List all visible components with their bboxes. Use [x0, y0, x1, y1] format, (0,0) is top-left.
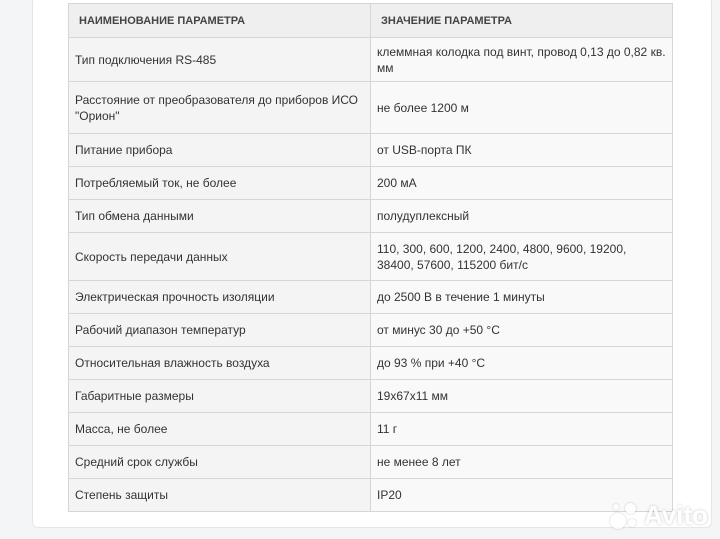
- row-value: полудуплексный: [371, 200, 673, 233]
- table-row: [69, 38, 673, 82]
- table-row: [69, 134, 673, 167]
- row-value: клеммная колодка под винт, провод 0,13 до 0,82 кв. мм: [371, 38, 673, 82]
- row-value: 200 мА: [371, 167, 673, 200]
- row-name: Габаритные размеры: [69, 380, 371, 413]
- table-row: [69, 314, 673, 347]
- row-name: Масса, не более: [69, 413, 371, 446]
- specs-table: [68, 3, 673, 512]
- row-name: Питание прибора: [69, 134, 371, 167]
- row-value: от USB-порта ПК: [371, 134, 673, 167]
- header-parameter-value: ЗНАЧЕНИЕ ПАРАМЕТРА: [371, 4, 673, 38]
- row-name: Расстояние от преобразователя до приборов ИСО "Орион": [69, 82, 371, 134]
- row-name: Электрическая прочность изоляции: [69, 281, 371, 314]
- table-row: [69, 200, 673, 233]
- row-value: не менее 8 лет: [371, 446, 673, 479]
- row-value: IP20: [371, 479, 673, 512]
- table-row: [69, 347, 673, 380]
- row-name: Скорость передачи данных: [69, 233, 371, 281]
- table-row: [69, 446, 673, 479]
- table-row: [69, 233, 673, 281]
- table-row: [69, 82, 673, 134]
- table-row: [69, 413, 673, 446]
- table-row: [69, 281, 673, 314]
- avito-watermark: [608, 500, 708, 531]
- row-name: Степень защиты: [69, 479, 371, 512]
- row-name: Потребляемый ток, не более: [69, 167, 371, 200]
- table-row: [69, 380, 673, 413]
- avito-logo-icon: [608, 501, 638, 531]
- row-name: Тип обмена данными: [69, 200, 371, 233]
- row-name: Тип подключения RS-485: [69, 38, 371, 82]
- row-value: 19х67х11 мм: [371, 380, 673, 413]
- row-value: 11 г: [371, 413, 673, 446]
- avito-watermark-text: Avito: [643, 500, 708, 530]
- table-header-row: [69, 4, 673, 38]
- table-row: [69, 167, 673, 200]
- row-value: 110, 300, 600, 1200, 2400, 4800, 9600, 19200, 38400, 57600, 115200 бит/с: [371, 233, 673, 281]
- row-name: Средний срок службы: [69, 446, 371, 479]
- row-value: до 93 % при +40 °С: [371, 347, 673, 380]
- row-name: Рабочий диапазон температур: [69, 314, 371, 347]
- row-value: от минус 30 до +50 °С: [371, 314, 673, 347]
- row-value: не более 1200 м: [371, 82, 673, 134]
- row-value: до 2500 В в течение 1 минуты: [371, 281, 673, 314]
- header-parameter-name: НАИМЕНОВАНИЕ ПАРАМЕТРА: [69, 4, 371, 38]
- table-row: [69, 479, 673, 512]
- row-name: Относительная влажность воздуха: [69, 347, 371, 380]
